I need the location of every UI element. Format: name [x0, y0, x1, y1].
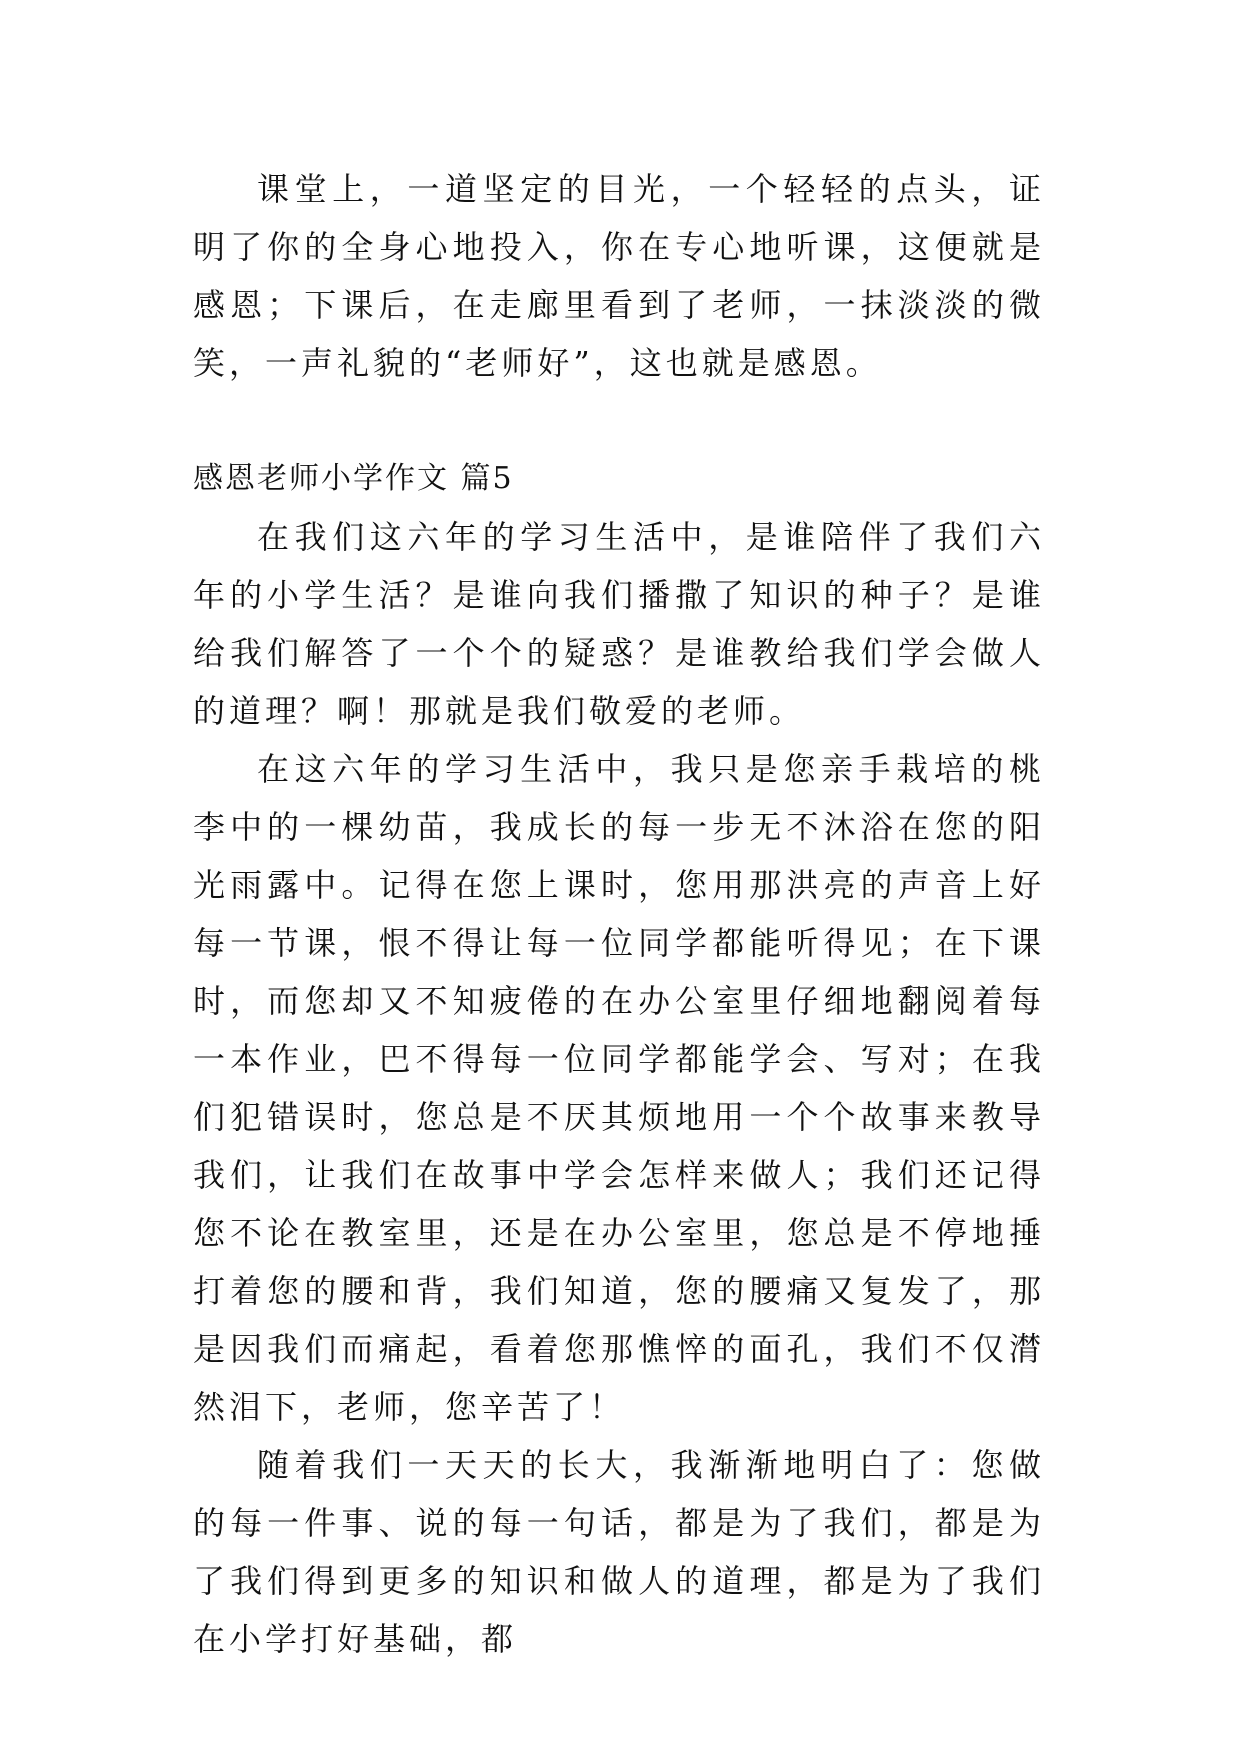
section-heading: 感恩老师小学作文 篇5: [193, 461, 514, 496]
body-paragraph-2: 在这六年的学习生活中，我只是您亲手栽培的桃李中的一棵幼苗，我成长的每一步无不沐浴在您的阳光雨露中。记得在您上课时，您用那洪亮的声音上好每一节课，恨不得让每一位同学都能听得见；在下课时，而您却又不知疲倦的在办公室里仔细地翻阅着每一本作业，巴不得每一位同学都能学会、写对；在我们犯错误时，您总是不厌其烦地用一个个故事来教导我们，让我们在故事中学会怎样来做人；我们还记得您不论在教室里，还是在办公室里，您总是不停地捶打着您的腰和背，我们知道，您的腰痛又复发了，那是因我们而痛起，看着您那憔悴的面孔，我们不仅潸然泪下，老师，您辛苦了！: [193, 750, 1045, 1426]
intro-paragraph: 课堂上，一道坚定的目光，一个轻轻的点头，证明了你的全身心地投入，你在专心地听课，这便就是感恩；下课后，在走廊里看到了老师，一抹淡淡的微笑，一声礼貌的“老师好”，这也就是感恩。: [193, 170, 1045, 382]
body-paragraph-3: 随着我们一天天的长大，我渐渐地明白了：您做的每一件事、说的每一句话，都是为了我们，都是为了我们得到更多的知识和做人的道理，都是为了我们在小学打好基础，都: [193, 1446, 1045, 1658]
body-paragraph-1: 在我们这六年的学习生活中，是谁陪伴了我们六年的小学生活？是谁向我们播撒了知识的种子？是谁给我们解答了一个个的疑惑？是谁教给我们学会做人的道理？啊！那就是我们敬爱的老师。: [193, 518, 1045, 730]
document-body: [193, 160, 1045, 1668]
